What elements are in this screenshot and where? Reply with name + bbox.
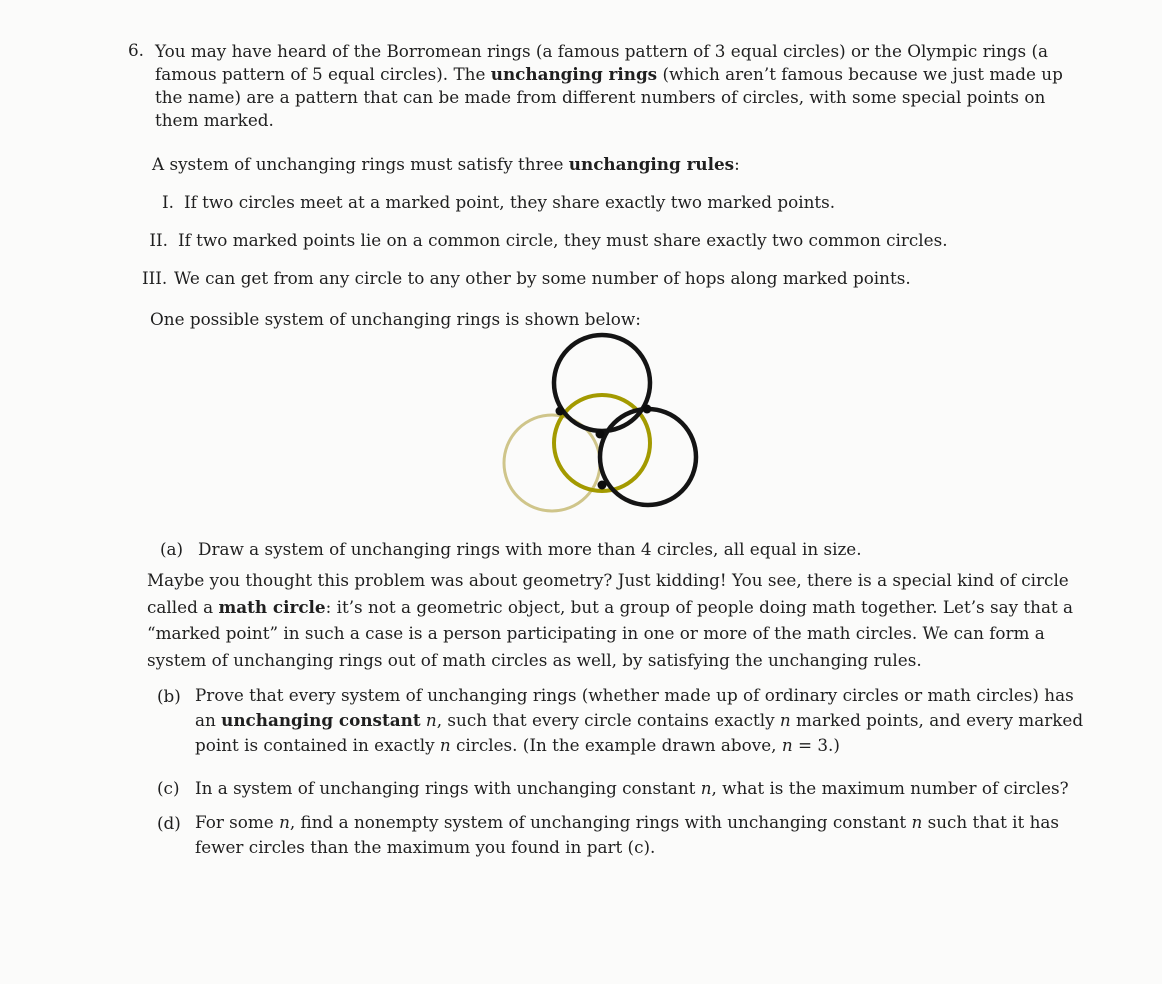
- term-unchanging-rules: unchanging rules: [568, 154, 735, 174]
- part-text: Prove that every system of unchanging rings (whether made up of ordinary circles or math circles) has an unchanging constant n, such that every circle contains exactly n marked points, and every marked point is contained in exactly n circles. (In the example drawn above, n = 3.): [195, 685, 1084, 755]
- part-text: In a system of unchanging rings with unchanging constant n, what is the maximum number of circles?: [195, 778, 1069, 798]
- term-unchanging-rings: unchanging rings: [490, 64, 658, 84]
- rule-1: [152, 192, 835, 212]
- unchanging-rings-figure: [490, 325, 710, 525]
- term-unchanging-constant: unchanging constant: [221, 710, 421, 730]
- example-lead: One possible system of unchanging rings is shown below:: [150, 309, 641, 329]
- rules-lead: A system of unchanging rings must satisfy three unchanging rules:: [152, 154, 740, 174]
- part-label: (a): [160, 539, 184, 559]
- part-label: (b): [157, 686, 181, 706]
- rule-label: II.: [149, 230, 168, 250]
- part-label: (c): [157, 778, 180, 798]
- rule-text: If two marked points lie on a common circle, they must share exactly two common circles.: [178, 230, 948, 250]
- marked-point: [556, 407, 565, 416]
- part-text: For some n, find a nonempty system of unchanging rings with unchanging constant n such that it has fewer circles than the maximum you found in part (c).: [195, 812, 1060, 857]
- math-circle-paragraph: Maybe you thought this problem was about geometry? Just kidding! You see, there is a special kind of circle called a math circle: it’s not a geometric object, but a group of people doing math together. Let’s say that a “marked point” in such a case is a person participating in one or more of the math circles. We can form a system of unchanging rings out of math circles as well, by satisfying the unchanging rules.: [147, 570, 1074, 670]
- part-text: Draw a system of unchanging rings with more than 4 circles, all equal in size.: [198, 539, 862, 559]
- part-label: (d): [157, 813, 181, 833]
- problem-number: 6.: [128, 40, 145, 60]
- rule-3: [142, 268, 911, 288]
- marked-point: [643, 405, 652, 414]
- marked-point: [598, 481, 607, 490]
- rule-label: III.: [142, 268, 168, 288]
- ring-top: [554, 335, 650, 431]
- intro-paragraph: You may have heard of the Borromean rings (a famous pattern of 3 equal circles) or the Olympic rings (a famous pattern of 5 equal circles). The unchanging rings (which aren’t famous because we just made up the name) are a pattern that can be made from different numbers of circles, with some special points on them marked.: [155, 41, 1063, 130]
- rule-text: We can get from any circle to any other by some number of hops along marked points.: [174, 268, 911, 288]
- rule-label: I.: [162, 192, 174, 212]
- rule-text: If two circles meet at a marked point, they share exactly two marked points.: [184, 192, 836, 212]
- marked-point: [596, 430, 605, 439]
- term-math-circle: math circle: [218, 596, 326, 617]
- rule-2: [146, 230, 948, 250]
